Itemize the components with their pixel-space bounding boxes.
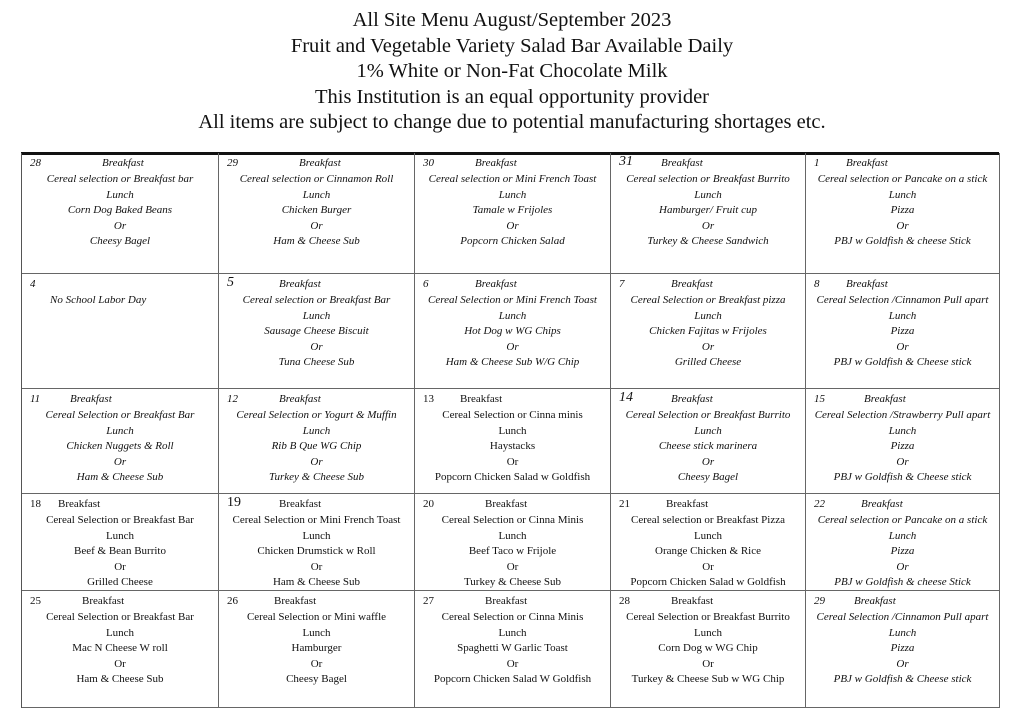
day-number: 14	[619, 390, 633, 405]
day-number: 29	[227, 157, 238, 169]
breakfast-label: Breakfast	[82, 595, 125, 607]
menu-calendar-grid	[21, 153, 1000, 708]
breakfast-label: Breakfast	[485, 595, 528, 607]
lunch-label: Lunch	[888, 626, 917, 639]
menu-title: All Site Menu August/September 2023	[352, 9, 672, 31]
lunch-label: Lunch	[888, 424, 917, 437]
or-label: Or	[701, 219, 715, 232]
day-cell-header	[806, 277, 999, 293]
day-cell	[219, 153, 415, 274]
lunch-main: Corn Dog Baked Beans	[67, 204, 173, 216]
lunch-main: Sausage Cheese Biscuit	[264, 325, 369, 337]
lunch-alternate: Popcorn Chicken Salad w Goldfish	[434, 471, 591, 483]
day-number: 19	[227, 495, 241, 510]
day-cell	[22, 494, 219, 591]
breakfast-label: Breakfast	[671, 595, 714, 607]
day-number: 30	[423, 157, 434, 169]
or-label: Or	[896, 560, 909, 573]
lunch-alternate: PBJ w Goldfish & Cheese stick	[833, 673, 972, 685]
breakfast-label: Breakfast	[274, 595, 317, 607]
day-number: 27	[423, 595, 434, 607]
breakfast-item: Cereal selection or Pancake on a stick	[817, 173, 988, 185]
day-number: 5	[227, 275, 234, 290]
day-cell-header	[415, 277, 610, 293]
or-label: Or	[114, 657, 126, 670]
breakfast-label: Breakfast	[102, 157, 144, 169]
or-label: Or	[114, 560, 126, 573]
lunch-main: Beef Taco w Frijole	[468, 545, 557, 557]
milk-note: 1% White or Non-Fat Chocolate Milk	[356, 60, 668, 82]
breakfast-item: Cereal selection or Mini French Toast	[428, 173, 597, 185]
breakfast-item: Cereal selection or Breakfast Pizza	[631, 514, 785, 526]
or-label: Or	[506, 340, 519, 353]
lunch-label: Lunch	[693, 626, 723, 639]
breakfast-label: Breakfast	[854, 595, 896, 607]
breakfast-label: Breakfast	[70, 393, 112, 405]
lunch-main: Chicken Fajitas w Frijoles	[649, 325, 767, 337]
day-number: 13	[423, 393, 434, 405]
or-label: Or	[310, 455, 323, 468]
lunch-label: Lunch	[498, 529, 527, 542]
day-cell	[806, 389, 1000, 494]
day-cell-header	[22, 594, 218, 610]
lunch-label: Lunch	[498, 188, 527, 201]
day-cell-header	[22, 392, 218, 408]
day-number: 18	[30, 498, 41, 510]
day-number: 12	[227, 393, 238, 405]
day-cell	[219, 494, 415, 591]
no-school-note: No School Labor Day	[50, 294, 147, 306]
lunch-alternate: Turkey & Cheese Sub	[268, 471, 364, 483]
day-cell-header	[219, 497, 414, 513]
day-number: 7	[619, 278, 625, 290]
breakfast-label: Breakfast	[279, 393, 321, 405]
day-number: 1	[814, 157, 820, 169]
day-cell-header	[611, 277, 805, 293]
day-cell	[22, 274, 219, 389]
day-cell-header	[22, 497, 218, 513]
breakfast-label: Breakfast	[661, 157, 703, 169]
breakfast-item: Cereal Selection or Mini waffle	[246, 611, 387, 623]
lunch-alternate: PBJ w Goldfish & Cheese stick	[833, 471, 972, 483]
or-label: Or	[506, 657, 519, 670]
lunch-label: Lunch	[302, 309, 331, 322]
lunch-alternate: Turkey & Cheese Sub	[463, 576, 562, 588]
lunch-alternate: Ham & Cheese Sub	[76, 471, 164, 483]
day-cell-header	[415, 392, 610, 408]
lunch-label: Lunch	[694, 424, 722, 437]
day-cell	[415, 591, 611, 708]
breakfast-label: Breakfast	[279, 498, 322, 510]
breakfast-item: Cereal Selection or Breakfast pizza	[630, 294, 786, 306]
breakfast-label: Breakfast	[299, 157, 341, 169]
or-label: Or	[113, 219, 127, 232]
day-cell	[611, 274, 806, 389]
salad-bar-note: Fruit and Vegetable Variety Salad Bar Available Daily	[290, 34, 734, 57]
day-cell	[611, 389, 806, 494]
day-cell-header	[219, 277, 414, 293]
day-cell	[415, 389, 611, 494]
breakfast-label: Breakfast	[666, 498, 709, 510]
day-cell	[22, 389, 219, 494]
lunch-main: Pizza	[890, 204, 915, 216]
lunch-label: Lunch	[302, 626, 331, 639]
day-number: 26	[227, 595, 238, 607]
breakfast-label: Breakfast	[671, 393, 713, 405]
lunch-main: Pizza	[890, 325, 915, 337]
breakfast-label: Breakfast	[485, 498, 528, 510]
lunch-alternate: Ham & Cheese Sub	[272, 576, 361, 588]
breakfast-item: Cereal Selection /Cinnamon Pull apart	[816, 294, 989, 306]
day-cell	[219, 389, 415, 494]
day-cell	[611, 494, 806, 591]
or-label: Or	[702, 657, 714, 670]
lunch-label: Lunch	[302, 424, 331, 437]
lunch-main: Corn Dog w WG Chip	[658, 642, 758, 654]
day-cell	[806, 591, 1000, 708]
or-label: Or	[113, 455, 127, 468]
day-cell	[806, 494, 1000, 591]
or-label: Or	[896, 219, 909, 232]
breakfast-item: Cereal Selection /Cinnamon Pull apart	[816, 611, 989, 623]
lunch-main: Tamale w Frijoles	[472, 204, 553, 216]
lunch-main: Pizza	[890, 642, 915, 654]
day-cell-header	[611, 392, 805, 408]
or-label: Or	[896, 455, 909, 468]
day-cell-header	[611, 594, 805, 610]
or-label: Or	[701, 340, 715, 353]
day-cell-header	[219, 594, 414, 610]
breakfast-item: Cereal Selection or Breakfast Bar	[45, 409, 195, 421]
day-number: 11	[30, 393, 41, 405]
or-label: Or	[310, 560, 323, 573]
day-cell-header	[806, 392, 999, 408]
day-number: 22	[814, 498, 825, 510]
day-cell-header	[415, 156, 610, 172]
lunch-alternate: PBJ w Goldfish & cheese Stick	[834, 576, 971, 588]
lunch-main: Rib B Que WG Chip	[271, 440, 362, 452]
breakfast-label: Breakfast	[864, 393, 906, 405]
day-cell	[611, 153, 806, 274]
day-cell-header	[415, 594, 610, 610]
lunch-label: Lunch	[106, 188, 134, 201]
lunch-label: Lunch	[498, 626, 527, 639]
day-cell-header	[219, 392, 414, 408]
breakfast-item: Cereal selection or Cinnamon Roll	[239, 173, 394, 185]
day-number: 8	[814, 278, 820, 290]
breakfast-item: Cereal selection or Breakfast bar	[46, 173, 194, 185]
breakfast-label: Breakfast	[861, 498, 903, 510]
lunch-label: Lunch	[694, 309, 722, 322]
day-number: 29	[814, 595, 825, 607]
breakfast-label: Breakfast	[58, 498, 101, 510]
lunch-label: Lunch	[105, 529, 135, 542]
lunch-label: Lunch	[888, 309, 917, 322]
day-cell	[415, 494, 611, 591]
breakfast-item: Cereal Selection or Breakfast Burrito	[625, 409, 791, 421]
lunch-main: Hamburger	[291, 642, 342, 654]
lunch-label: Lunch	[694, 188, 722, 201]
lunch-main: Beef & Bean Burrito	[74, 545, 166, 557]
day-cell-header	[415, 497, 610, 513]
breakfast-item: Cereal Selection or Cinna Minis	[441, 514, 584, 526]
day-cell-header	[22, 156, 218, 172]
day-cell-header	[22, 277, 218, 293]
lunch-main: Spaghetti W Garlic Toast	[457, 642, 568, 654]
breakfast-item: Cereal Selection /Strawberry Pull apart	[814, 409, 991, 421]
day-cell	[806, 274, 1000, 389]
day-number: 21	[619, 498, 630, 510]
breakfast-item: Cereal Selection or Breakfast Bar	[46, 514, 194, 526]
or-label: Or	[896, 340, 909, 353]
or-label: Or	[310, 340, 323, 353]
lunch-alternate: Popcorn Chicken Salad w Goldfish	[630, 576, 786, 588]
menu-header	[0, 8, 1024, 136]
or-label: Or	[701, 455, 715, 468]
day-number: 31	[619, 154, 633, 169]
lunch-main: Haystacks	[489, 440, 536, 452]
day-cell	[415, 274, 611, 389]
lunch-label: Lunch	[888, 529, 917, 542]
day-cell-header	[611, 497, 805, 513]
lunch-label: Lunch	[106, 424, 134, 437]
or-label: Or	[310, 219, 323, 232]
or-label: Or	[896, 657, 909, 670]
day-cell-header	[219, 156, 414, 172]
lunch-main: Hot Dog w WG Chips	[464, 325, 561, 337]
or-label: Or	[506, 219, 519, 232]
lunch-main: Orange Chicken & Rice	[655, 545, 761, 557]
lunch-main: Chicken Burger	[281, 204, 352, 216]
lunch-alternate: Cheesy Bagel	[89, 235, 151, 247]
lunch-main: Hamburger/ Fruit cup	[659, 204, 757, 216]
lunch-label: Lunch	[302, 529, 331, 542]
breakfast-item: Cereal selection or Breakfast Bar	[242, 294, 391, 306]
breakfast-item: Cereal selection or Breakfast Burrito	[626, 173, 790, 185]
lunch-main: Mac N Cheese W roll	[72, 642, 168, 654]
lunch-alternate: Popcorn Chicken Salad W Goldfish	[433, 673, 592, 685]
lunch-alternate: Popcorn Chicken Salad	[460, 235, 565, 247]
breakfast-label: Breakfast	[460, 393, 503, 405]
breakfast-item: Cereal Selection or Mini French Toast	[232, 514, 401, 526]
breakfast-item: Cereal Selection or Breakfast Bar	[46, 611, 194, 623]
lunch-alternate: Grilled Cheese	[87, 576, 153, 588]
lunch-alternate: Ham & Cheese Sub W/G Chip	[445, 356, 580, 368]
lunch-alternate: PBJ w Goldfish & Cheese stick	[833, 356, 972, 368]
breakfast-item: Cereal selection or Pancake on a stick	[817, 514, 988, 526]
day-number: 6	[423, 278, 429, 290]
lunch-label: Lunch	[498, 424, 527, 437]
lunch-label: Lunch	[105, 626, 135, 639]
or-label: Or	[506, 455, 519, 468]
or-label: Or	[506, 560, 519, 573]
or-label: Or	[702, 560, 714, 573]
breakfast-item: Cereal Selection or Cinna Minis	[441, 611, 584, 623]
lunch-label: Lunch	[888, 188, 917, 201]
day-cell	[22, 153, 219, 274]
breakfast-item: Cereal Selection or Breakfast Burrito	[626, 611, 790, 623]
breakfast-item: Cereal Selection or Yogurt & Muffin	[236, 409, 397, 421]
lunch-alternate: Ham & Cheese Sub	[273, 235, 360, 247]
day-cell	[219, 274, 415, 389]
lunch-label: Lunch	[498, 309, 527, 322]
day-cell	[806, 153, 1000, 274]
lunch-main: Cheese stick marinera	[658, 440, 758, 452]
day-number: 4	[30, 278, 36, 290]
breakfast-label: Breakfast	[846, 278, 888, 290]
breakfast-label: Breakfast	[279, 278, 321, 290]
lunch-alternate: PBJ w Goldfish & cheese Stick	[834, 235, 971, 247]
day-number: 28	[619, 595, 630, 607]
day-cell	[22, 591, 219, 708]
lunch-alternate: Tuna Cheese Sub	[278, 356, 355, 368]
lunch-alternate: Cheesy Bagel	[677, 471, 739, 483]
breakfast-label: Breakfast	[475, 157, 517, 169]
lunch-alternate: Turkey & Cheese Sub w WG Chip	[631, 673, 785, 685]
lunch-label: Lunch	[693, 529, 723, 542]
lunch-alternate: Grilled Cheese	[674, 356, 742, 368]
day-cell-header	[806, 156, 999, 172]
day-number: 28	[30, 157, 41, 169]
or-label: Or	[310, 657, 323, 670]
day-number: 15	[814, 393, 825, 405]
day-number: 20	[423, 498, 434, 510]
day-cell	[611, 591, 806, 708]
lunch-alternate: Turkey & Cheese Sandwich	[647, 235, 769, 247]
equal-opportunity-note: This Institution is an equal opportunity provider	[314, 85, 709, 108]
day-cell-header	[806, 497, 999, 513]
breakfast-label: Breakfast	[671, 278, 713, 290]
lunch-main: Pizza	[890, 440, 915, 452]
lunch-main: Pizza	[890, 545, 915, 557]
lunch-main: Chicken Drumstick w Roll	[257, 545, 376, 557]
breakfast-item: Cereal Selection or Mini French Toast	[428, 294, 597, 306]
breakfast-item: Cereal Selection or Cinna minis	[442, 409, 583, 421]
lunch-alternate: Ham & Cheese Sub	[76, 673, 164, 685]
lunch-main: Chicken Nuggets & Roll	[66, 440, 174, 452]
breakfast-label: Breakfast	[846, 157, 888, 169]
lunch-label: Lunch	[302, 188, 331, 201]
day-number: 25	[30, 595, 41, 607]
lunch-alternate: Cheesy Bagel	[286, 673, 347, 685]
day-cell	[415, 153, 611, 274]
day-cell-header	[611, 156, 805, 172]
breakfast-label: Breakfast	[475, 278, 517, 290]
day-cell	[219, 591, 415, 708]
shortage-disclaimer: All items are subject to change due to potential manufacturing shortages etc.	[198, 111, 826, 133]
day-cell-header	[806, 594, 999, 610]
